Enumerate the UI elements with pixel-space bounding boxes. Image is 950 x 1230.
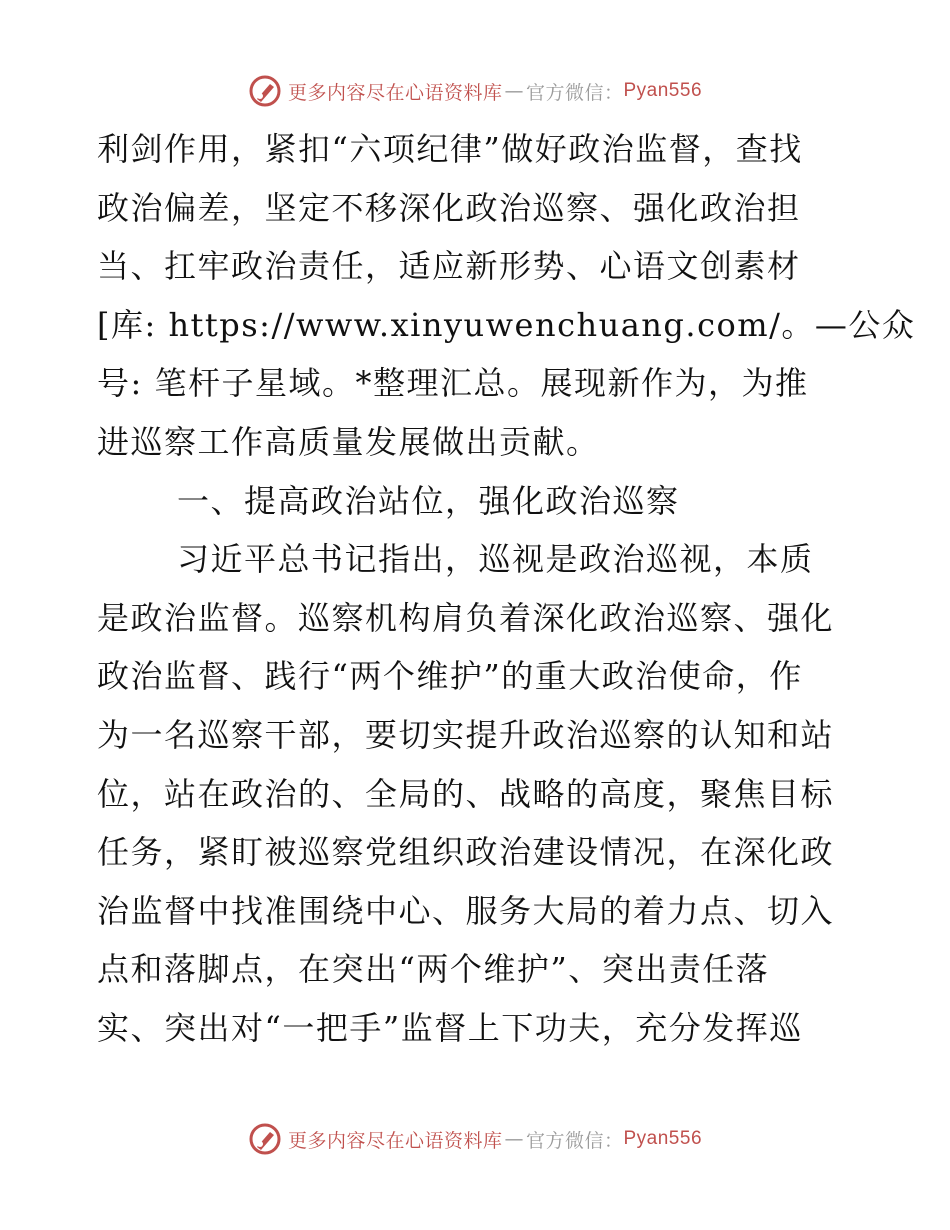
banner-wechat-label: 官方微信：	[525, 81, 624, 104]
banner-separator: —	[504, 1128, 524, 1150]
section-heading: 一、提高政治站位，强化政治巡察	[177, 481, 680, 520]
banner-text: 更多内容尽在心语资料库	[287, 81, 503, 104]
banner-separator: —	[504, 80, 524, 102]
body-line: 利剑作用，紧扣“六项纪律”做好政治监督，查找	[97, 130, 803, 168]
body-line: 为一名巡察干部，要切实提升政治巡察的认知和站	[97, 715, 835, 754]
banner-wechat-label: 官方微信：	[525, 1129, 624, 1152]
body-line: 进巡察工作高质量发展做出贡献。	[97, 422, 600, 461]
paragraph-first-line: 习近平总书记指出，巡视是政治巡视，本质	[177, 540, 814, 579]
body-line: 点和落脚点，在突出“两个维护”、突出责任落	[97, 950, 770, 989]
body-line: 当、扛牢政治责任，适应新形势、心语文创素材	[97, 247, 801, 286]
footer-watermark-banner	[0, 1122, 950, 1156]
document-body	[97, 120, 916, 1058]
banner-wechat-id: Pyan556	[623, 1128, 703, 1149]
header-watermark-banner	[0, 74, 950, 108]
body-line: 政治监督、践行“两个维护”的重大政治使命，作	[97, 657, 803, 696]
pen-logo-icon	[248, 74, 282, 108]
pen-logo-icon	[248, 1122, 282, 1156]
body-line: 是政治监督。巡察机构肩负着深化政治巡察、强化	[97, 598, 835, 637]
banner-text: 更多内容尽在心语资料库	[287, 1129, 503, 1152]
body-line: 位，站在政治的、全局的、战略的高度，聚焦目标	[97, 774, 835, 813]
body-line: 政治偏差，坚定不移深化政治巡察、强化政治担	[97, 188, 801, 227]
body-line: [库: https://www.xinyuwenchuang.com/。—公众	[97, 305, 916, 344]
banner-wechat-id: Pyan556	[623, 80, 703, 101]
body-line: 号: 笔杆子星域。*整理汇总。展现新作为，为推	[97, 364, 809, 403]
body-line: 任务，紧盯被巡察党组织政治建设情况，在深化政	[97, 833, 835, 872]
body-line: 实、突出对“一把手”监督上下功夫，充分发挥巡	[97, 1008, 803, 1047]
body-line: 治监督中找准围绕中心、服务大局的着力点、切入	[97, 891, 835, 930]
